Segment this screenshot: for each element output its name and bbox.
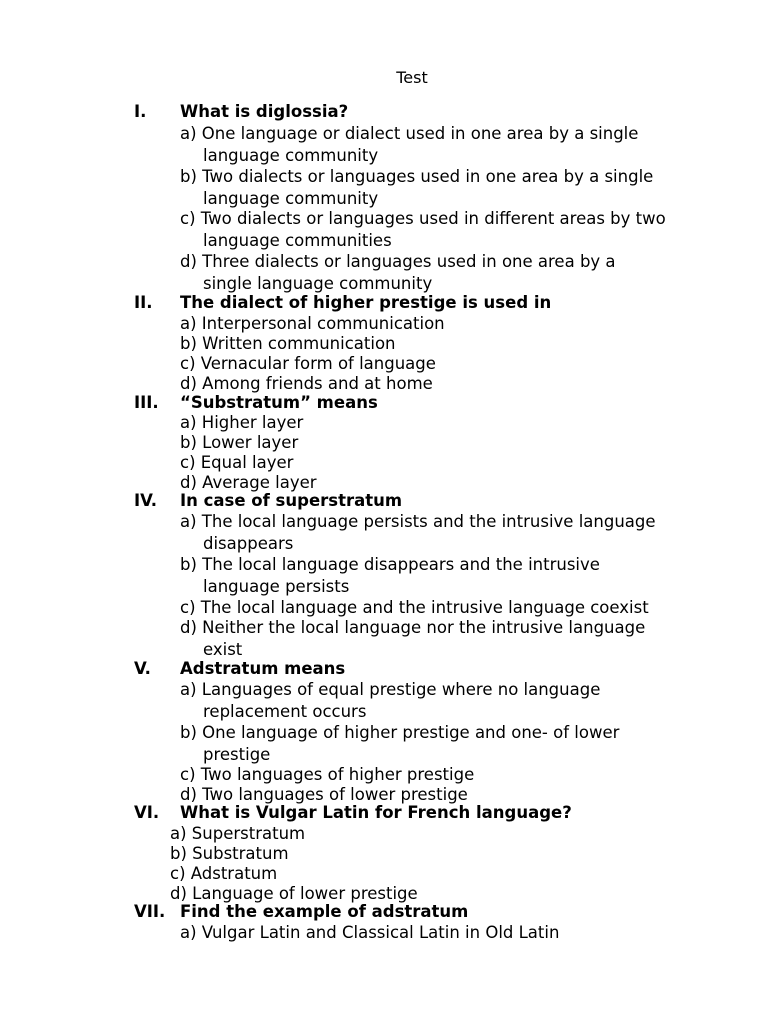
option-letter: b): [180, 723, 197, 742]
option-letter: a): [170, 824, 187, 843]
option-text: Interpersonal communication: [196, 314, 445, 333]
option-text: Written communication: [196, 334, 396, 353]
option-letter: c): [180, 453, 196, 472]
answer-option: [170, 823, 305, 845]
option-text: Average layer: [196, 473, 317, 492]
answer-option: [180, 208, 666, 252]
option-text: Vernacular form of language: [195, 354, 436, 373]
answer-option: [170, 843, 289, 865]
option-letter: d): [180, 252, 197, 271]
option-text: Higher layer: [196, 413, 304, 432]
answer-option: [180, 333, 396, 355]
question-text: Find the example of adstratum: [180, 902, 469, 921]
answer-option: [180, 722, 619, 766]
question-heading: [134, 293, 551, 313]
option-text: Two dialects or languages used in different areas by two: [195, 209, 666, 228]
option-text-continuation: exist: [203, 640, 243, 659]
answer-option: [180, 452, 293, 474]
option-text: Three dialects or languages used in one area by a: [196, 252, 616, 271]
answer-option: [180, 313, 445, 335]
question-text: Adstratum means: [180, 659, 346, 678]
option-text: The local language and the intrusive language coexist: [195, 598, 649, 617]
answer-option: [180, 922, 559, 944]
option-text: Superstratum: [186, 824, 306, 843]
option-text: Language of lower prestige: [186, 884, 418, 903]
option-letter: d): [180, 374, 197, 393]
answer-option: [180, 511, 656, 555]
option-letter: d): [180, 618, 197, 637]
question-number: VI.: [134, 803, 160, 822]
question-heading: [134, 491, 402, 511]
question-number: V.: [134, 659, 151, 678]
option-letter: c): [180, 765, 196, 784]
question-text: In case of superstratum: [180, 491, 403, 510]
question-heading: [134, 393, 378, 413]
question-number: I.: [134, 102, 147, 121]
answer-option: [180, 617, 645, 661]
option-letter: a): [180, 512, 197, 531]
option-letter: b): [180, 555, 197, 574]
option-text: Two dialects or languages used in one area by a single: [196, 167, 654, 186]
question-heading: [134, 902, 468, 922]
question-text: What is Vulgar Latin for French language?: [180, 803, 572, 822]
option-text-continuation: disappears: [203, 534, 294, 553]
option-letter: b): [170, 844, 187, 863]
option-letter: a): [180, 680, 197, 699]
option-letter: a): [180, 124, 197, 143]
option-letter: a): [180, 314, 197, 333]
option-text: Lower layer: [196, 433, 299, 452]
option-letter: b): [180, 334, 197, 353]
option-text: Neither the local language nor the intrusive language: [196, 618, 646, 637]
option-letter: d): [180, 473, 197, 492]
option-text: Two languages of lower prestige: [196, 785, 468, 804]
option-text-continuation: prestige: [203, 745, 271, 764]
document-title: Test: [396, 68, 428, 87]
answer-option: [180, 166, 653, 210]
question-number: IV.: [134, 491, 158, 510]
option-letter: c): [180, 209, 196, 228]
question-heading: [134, 803, 572, 823]
answer-option: [180, 432, 298, 454]
option-letter: a): [180, 413, 197, 432]
question-heading: [134, 102, 348, 122]
question-text: The dialect of higher prestige is used in: [180, 293, 552, 312]
option-letter: a): [180, 923, 197, 942]
answer-option: [170, 863, 277, 885]
option-text-continuation: single language community: [203, 274, 433, 293]
answer-option: [180, 373, 433, 395]
option-letter: b): [180, 433, 197, 452]
answer-option: [180, 679, 600, 723]
option-letter: c): [180, 354, 196, 373]
option-text: Substratum: [186, 844, 289, 863]
option-text-continuation: replacement occurs: [203, 702, 367, 721]
option-text: One language of higher prestige and one- of lower: [196, 723, 620, 742]
option-text: Equal layer: [195, 453, 294, 472]
question-number: II.: [134, 293, 153, 312]
question-text: What is diglossia?: [180, 102, 349, 121]
answer-option: [180, 353, 436, 375]
option-letter: c): [180, 598, 196, 617]
option-text: Among friends and at home: [196, 374, 433, 393]
option-text: One language or dialect used in one area by a single: [196, 124, 639, 143]
option-text: The local language persists and the intrusive language: [196, 512, 656, 531]
answer-option: [180, 123, 638, 167]
option-text-continuation: language community: [203, 189, 379, 208]
option-text: Adstratum: [185, 864, 278, 883]
option-text: Two languages of higher prestige: [195, 765, 475, 784]
option-text-continuation: language communities: [203, 231, 392, 250]
option-text-continuation: language persists: [203, 577, 350, 596]
option-text-continuation: language community: [203, 146, 379, 165]
answer-option: [180, 554, 600, 598]
question-number: VII.: [134, 902, 166, 921]
question-text: “Substratum” means: [180, 393, 378, 412]
option-text: The local language disappears and the intrusive: [196, 555, 600, 574]
answer-option: [180, 412, 303, 434]
option-letter: d): [170, 884, 187, 903]
option-letter: c): [170, 864, 186, 883]
option-text: Languages of equal prestige where no language: [196, 680, 601, 699]
option-letter: b): [180, 167, 197, 186]
question-number: III.: [134, 393, 159, 412]
answer-option: [180, 597, 649, 619]
question-heading: [134, 659, 345, 679]
option-letter: d): [180, 785, 197, 804]
answer-option: [180, 251, 616, 295]
answer-option: [180, 764, 474, 786]
option-text: Vulgar Latin and Classical Latin in Old Latin: [196, 923, 560, 942]
